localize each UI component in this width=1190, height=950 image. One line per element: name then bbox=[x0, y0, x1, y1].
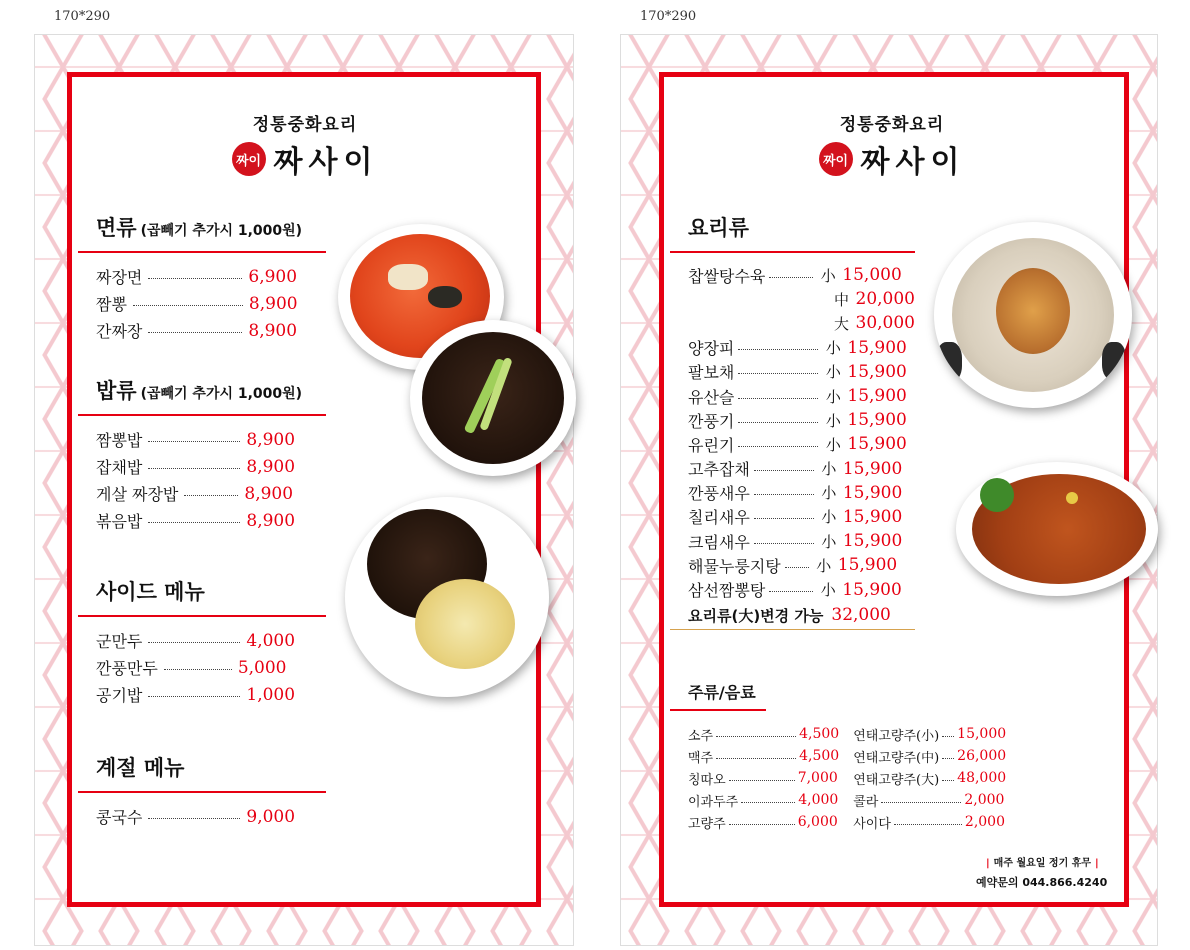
brand-logo-left bbox=[190, 110, 420, 181]
dish-item: 칠리새우 小 15,900 bbox=[688, 506, 903, 528]
section-noodles bbox=[78, 212, 326, 344]
drink-item: 연태고량주(大) 48,000 bbox=[853, 770, 1007, 788]
dish-item: 팔보채 小 15,900 bbox=[688, 361, 907, 383]
brand-logo-right bbox=[777, 110, 1007, 181]
dish-item: 삼선짬뽕탕 小 15,900 bbox=[688, 579, 902, 601]
menu-item: 짬뽕밥 8,900 bbox=[96, 429, 296, 450]
size-label-left: 170*290 bbox=[54, 9, 111, 24]
brand-seal-icon: 짜이 bbox=[819, 142, 853, 176]
upgrade-price: 32,000 bbox=[831, 605, 891, 626]
section-title: 요리류 bbox=[670, 212, 915, 253]
menu-item: 깐풍만두 5,000 bbox=[96, 657, 287, 678]
drink-item: 소주 4,500 bbox=[688, 726, 840, 744]
upgrade-label: 요리류(大)변경 가능 bbox=[688, 606, 824, 625]
drink-item: 고량주 6,000 bbox=[688, 814, 838, 832]
kkanpunggi-photo bbox=[956, 462, 1158, 596]
drink-item: 콜라 2,000 bbox=[853, 792, 1005, 810]
brand-subtitle: 정통중화요리 bbox=[839, 115, 945, 135]
drink-item: 칭따오 7,000 bbox=[688, 770, 838, 788]
dish-item: 해물누룽지탕 小 15,900 bbox=[688, 555, 898, 576]
section-title: 면류 (곱빼기 추가시 1,000원) bbox=[78, 212, 326, 253]
brand-subtitle: 정통중화요리 bbox=[252, 115, 358, 135]
section-title: 밥류 (곱빼기 추가시 1,000원) bbox=[78, 375, 326, 416]
drink-item: 연태고량주(小) 15,000 bbox=[853, 726, 1007, 744]
dish-item: 크림새우 小 15,900 bbox=[688, 531, 903, 552]
dish-item: 大 30,000 bbox=[834, 313, 915, 334]
menu-item: 게살 짜장밥 8,900 bbox=[96, 483, 294, 504]
drink-item: 사이다 2,000 bbox=[853, 814, 1005, 832]
dish-item: 찹쌀탕수육 小 15,000 bbox=[688, 265, 902, 286]
section-title: 주류/음료 bbox=[670, 680, 766, 711]
dish-item: 中 20,000 bbox=[834, 289, 915, 310]
brand-name: 짜사이 bbox=[860, 145, 966, 180]
section-note: (곱빼기 추가시 1,000원) bbox=[140, 223, 303, 239]
size-label-right: 170*290 bbox=[640, 9, 697, 24]
menu-item: 군만두 4,000 bbox=[96, 630, 296, 651]
upgrade-row bbox=[670, 602, 915, 630]
section-side-menu bbox=[78, 576, 326, 708]
brand-seal-icon: 짜이 bbox=[232, 142, 266, 176]
section-rice bbox=[78, 375, 326, 534]
menu-item: 공기밥 1,000 bbox=[96, 684, 296, 705]
closed-day-notice: | 매주 월요일 정기 휴무 | bbox=[986, 858, 1099, 869]
menu-item: 잡채밥 8,900 bbox=[96, 456, 296, 477]
reservation-phone: 예약문의 044.866.4240 bbox=[976, 876, 1108, 889]
brand-name: 짜사이 bbox=[273, 145, 379, 180]
drink-item: 연태고량주(中) 26,000 bbox=[853, 748, 1007, 766]
dish-item: 유산슬 小 15,900 bbox=[688, 386, 907, 407]
drink-item: 이과두주 4,000 bbox=[688, 792, 839, 810]
drink-item: 맥주 4,500 bbox=[688, 748, 840, 766]
drinks-right-column bbox=[853, 723, 1006, 833]
dish-item: 양장피 小 15,900 bbox=[688, 337, 907, 359]
section-dishes bbox=[670, 212, 915, 630]
dish-item: 깐풍새우 小 15,900 bbox=[688, 482, 903, 504]
section-title: 사이드 메뉴 bbox=[78, 576, 326, 617]
section-title: 계절 메뉴 bbox=[78, 752, 326, 793]
dish-item: 유린기 小 15,900 bbox=[688, 434, 907, 455]
yangjangpi-photo bbox=[934, 222, 1132, 408]
jajangmyeon-photo bbox=[410, 320, 576, 476]
jajang-fried-rice-photo bbox=[345, 497, 549, 697]
dish-item: 깐풍기 小 15,900 bbox=[688, 410, 907, 431]
menu-item: 짜장면 6,900 bbox=[96, 266, 298, 287]
menu-item: 콩국수 9,000 bbox=[96, 806, 296, 827]
menu-item: 짬뽕 8,900 bbox=[96, 293, 298, 314]
section-seasonal-menu bbox=[78, 752, 326, 830]
section-note: (곱빼기 추가시 1,000원) bbox=[140, 386, 303, 402]
drinks-left-column bbox=[688, 723, 839, 833]
menu-item: 볶음밥 8,900 bbox=[96, 510, 296, 531]
dish-item: 고추잡채 小 15,900 bbox=[688, 458, 903, 480]
menu-item: 간짜장 8,900 bbox=[96, 320, 298, 341]
section-drinks bbox=[670, 680, 1040, 833]
